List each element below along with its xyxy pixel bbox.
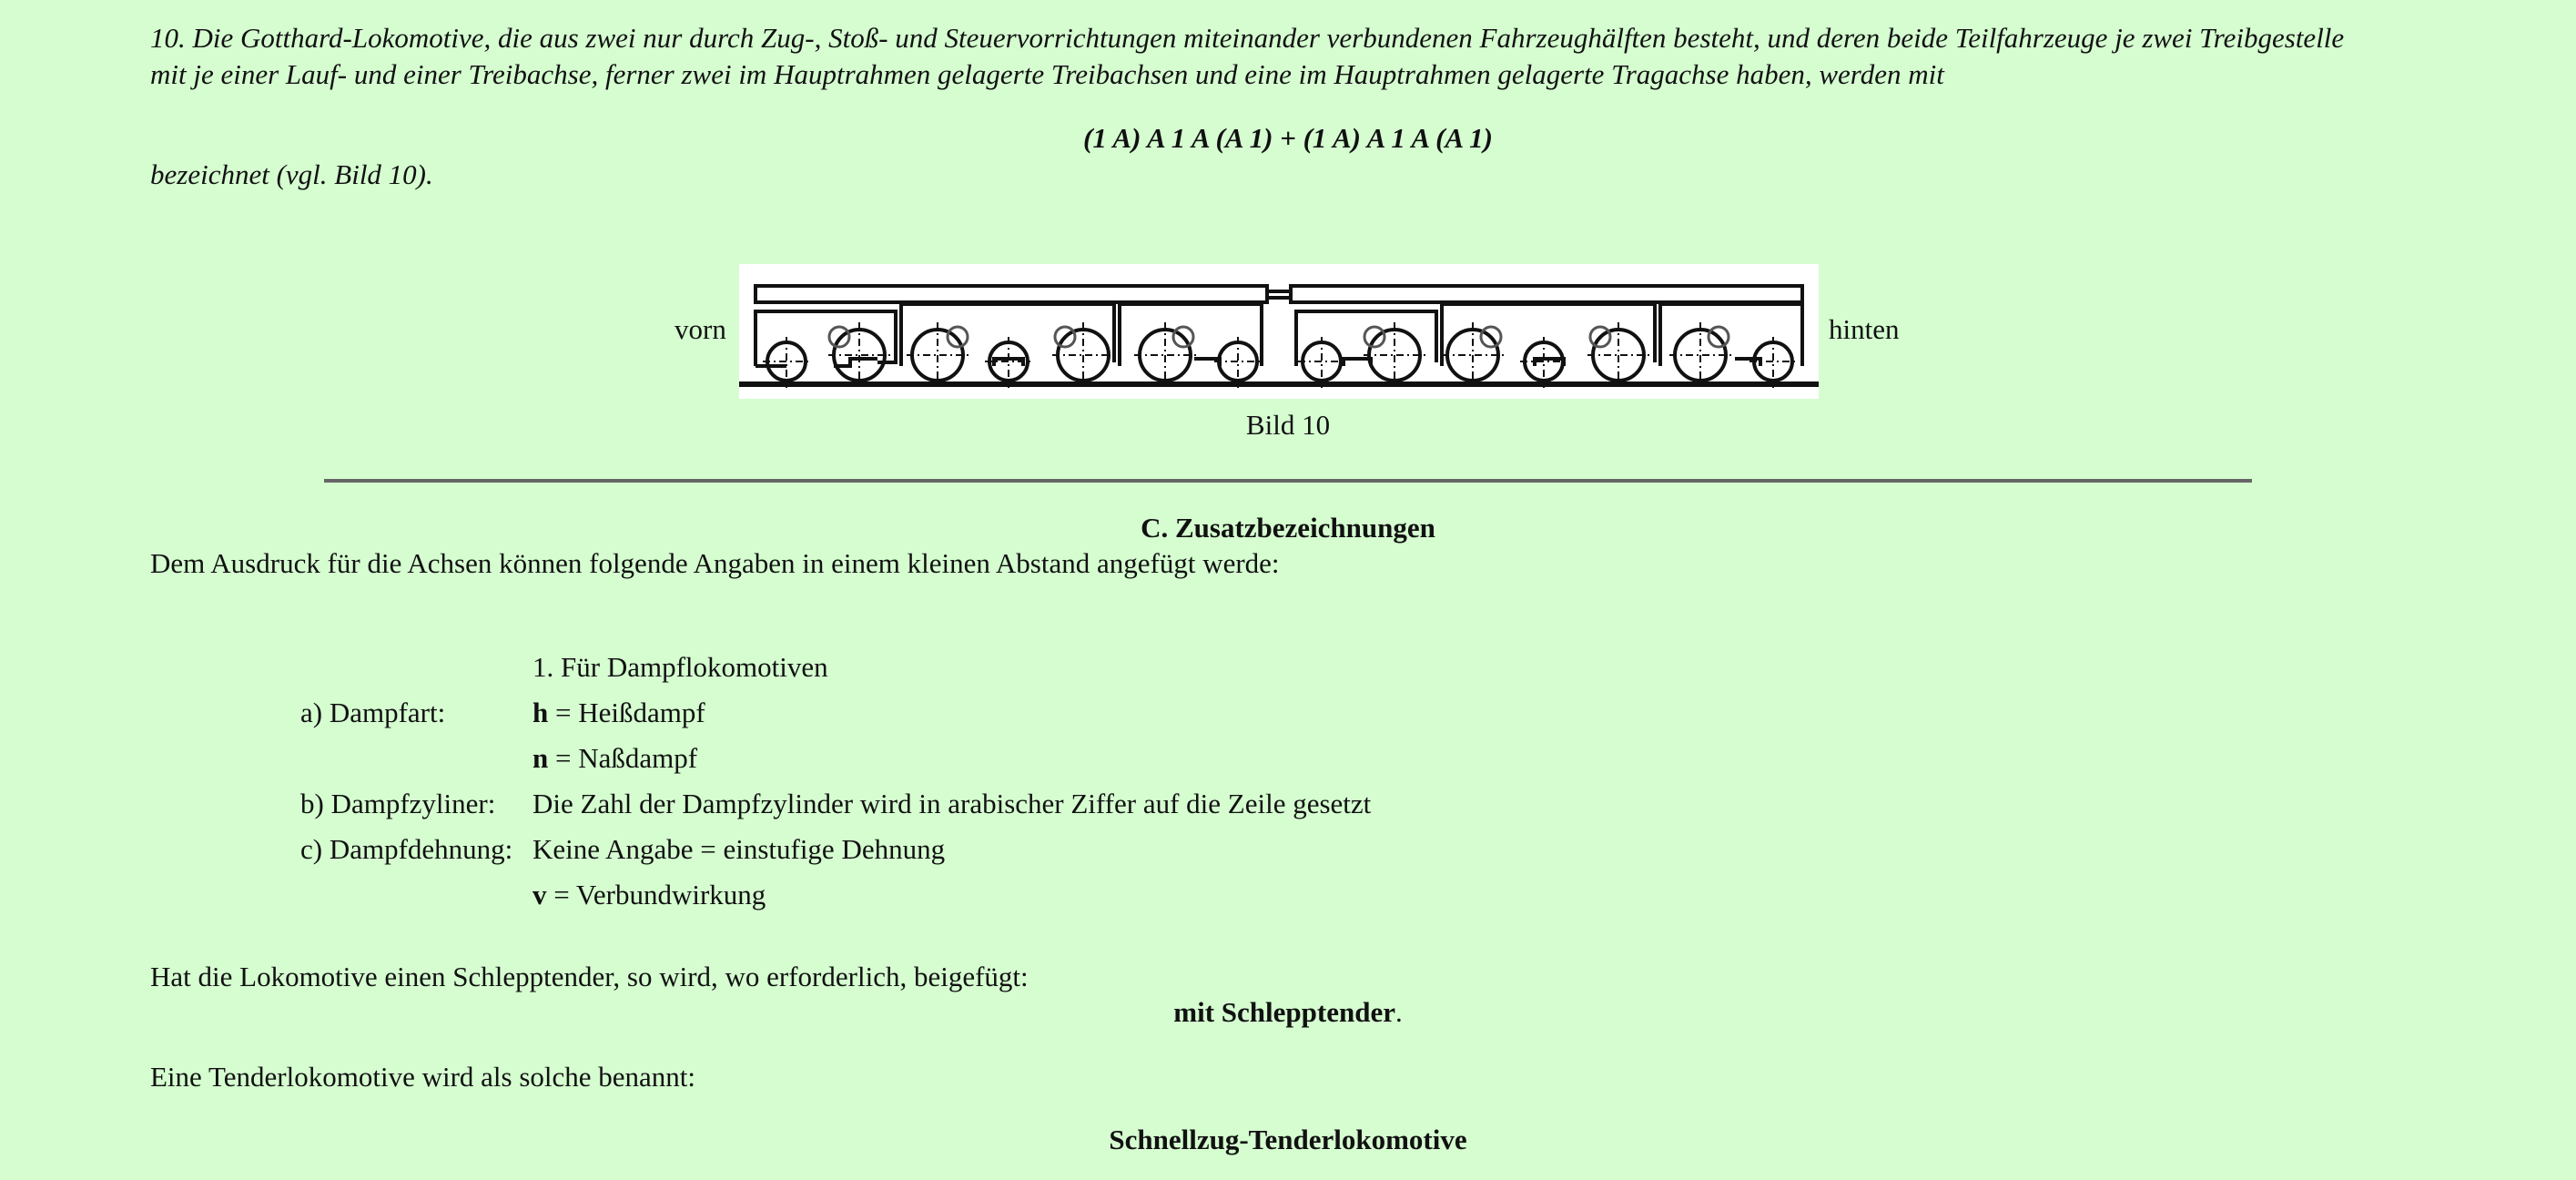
bogie-frame-rear-2 [1660,304,1802,366]
tenderlok-paragraph: Eine Tenderlokomotive wird als solche benannt: [150,1061,696,1093]
schlepptender-paragraph: Hat die Lokomotive einen Schlepptender, so wird, wo erforderlich, beigefügt: [150,961,1029,992]
paragraph-10-line-2: mit je einer Lauf- und einer Treibachse, ferner zwei im Hauptrahmen gelagerte Treibachsen und eine im Hauptrahmen gelagerte Tragachse haben, werden mit [150,58,1944,90]
horizontal-divider [324,479,2252,483]
definitions-row [300,781,1371,827]
heissdampf-entry [532,690,1371,736]
schlepptender-designation [0,994,2576,1031]
definitions-row [300,827,1371,872]
paragraph-10 [150,20,2444,93]
schlepptender-bold: mit Schlepptender [1173,996,1395,1028]
bogie-frame-rear-1-step [1344,359,1371,366]
dampfzylinder-text: Die Zahl der Dampfzylinder wird in arabischer Ziffer auf die Zeile gesetzt [532,788,1372,819]
nassdampf-entry [532,736,1371,781]
axle-formula: (1 A) A 1 A (A 1) + (1 A) A 1 A (A 1) [1083,122,1493,154]
tenderlok-designation: Schnellzug-Tenderlokomotive [1109,1124,1467,1155]
paragraph-10-continuation: bezeichnet (vgl. Bild 10). [150,158,433,190]
paragraph-10-line-1: 10. Die Gotthard-Lokomotive, die aus zwei nur durch Zug-, Stoß- und Steuervorrichtungen miteinander verbundenen Fahrzeughälften besteht, und deren beide Teilfahrzeuge je zwei Treibgestelle [150,22,2345,54]
definitions-row [300,690,1371,736]
definitions-row [300,645,1371,690]
heissdampf-text: = Heißdampf [548,697,705,728]
verbund-abbr: v [532,879,547,910]
locomotive-axle-diagram [739,264,1819,399]
definitions-table [300,645,1371,918]
verbund-entry [532,872,1371,918]
figure-label-front: vorn [674,313,726,345]
dampfdehnung-label: c) Dampfdehnung: [300,833,513,865]
upper-frame-front-half [756,286,1267,302]
section-heading: C. Zusatzbezeichnungen [1141,512,1435,544]
definitions-row [300,872,1371,918]
figure-label-rear: hinten [1829,313,1900,345]
dampfart-label: a) Dampfart: [300,697,446,728]
definitions-row [300,736,1371,781]
dampfdehnung-text: Keine Angabe = einstufige Dehnung [532,833,946,865]
heissdampf-abbr: h [532,697,549,728]
dampfzylinder-label: b) Dampfzyliner: [300,788,496,819]
verbund-text: = Verbundwirkung [546,879,766,910]
upper-frame-rear-half [1291,286,1802,302]
section-intro: Dem Ausdruck für die Achsen können folgende Angaben in einem kleinen Abstand angefügt werde: [150,547,1280,579]
definitions-subheading: 1. Für Dampflokomotiven [532,651,828,683]
main-frame-rear-half [1442,304,1655,366]
schlepptender-punct: . [1394,996,1403,1028]
nassdampf-abbr: n [532,742,549,774]
figure-caption: Bild 10 [1245,409,1331,441]
nassdampf-text: = Naßdampf [548,742,698,774]
